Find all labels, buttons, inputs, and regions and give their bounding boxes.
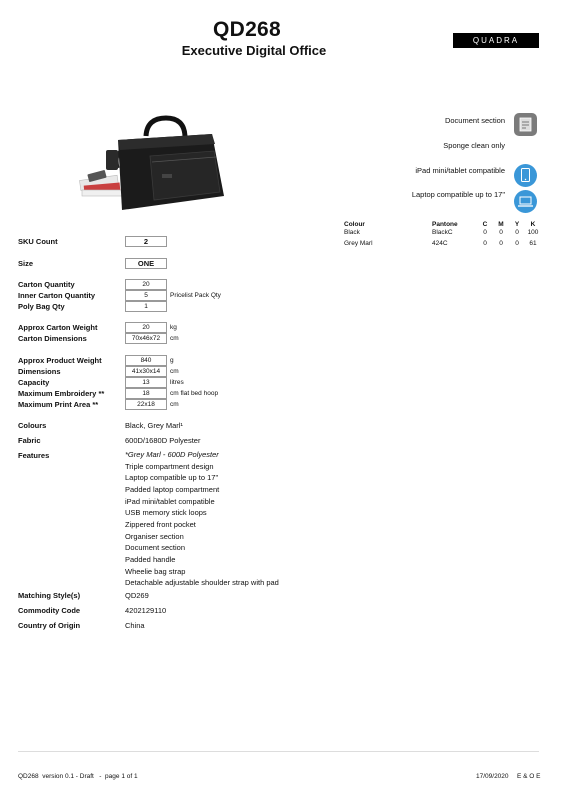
- list-item: Organiser section: [125, 531, 184, 541]
- fabric-label: Fabric: [18, 436, 41, 445]
- country-of-origin-label: Country of Origin: [18, 621, 81, 630]
- carton-dimensions-value: 70x46x72: [125, 333, 167, 344]
- max-print-area-value: 22x18: [125, 399, 167, 410]
- dimensions-label: Dimensions: [18, 367, 61, 376]
- list-item: *Grey Marl - 600D Polyester: [125, 450, 219, 459]
- matching-styles-value: QD269: [125, 591, 149, 600]
- list-item: Padded handle: [125, 554, 176, 564]
- colour-header: Colour: [344, 220, 365, 228]
- pricelist-pack-note: Pricelist Pack Qty: [170, 292, 221, 299]
- commodity-code-value: 4202129110: [125, 606, 167, 615]
- c-cell: 0: [483, 229, 487, 236]
- pantone-cell: BlackC: [432, 229, 453, 236]
- pantone-cell: 424C: [432, 239, 448, 247]
- y-cell: 0: [515, 229, 519, 236]
- dimensions-unit: cm: [170, 368, 179, 375]
- product-image: [78, 106, 228, 216]
- carton-dimensions-unit: cm: [170, 335, 179, 342]
- k-header: K: [530, 220, 536, 228]
- dimensions-value: 41x30x14: [125, 366, 167, 377]
- features-list: [125, 449, 279, 589]
- pantone-header: Pantone: [432, 220, 458, 228]
- list-item: Document section: [125, 543, 186, 553]
- approx-carton-weight-unit: kg: [170, 324, 177, 331]
- feature-label-tablet: iPad mini/tablet compatible: [415, 166, 505, 175]
- approx-carton-weight-value: 20: [125, 322, 167, 333]
- brand-logo: QUADRA: [453, 33, 539, 48]
- approx-carton-weight-label: Approx Carton Weight: [18, 323, 98, 332]
- capacity-value: 13: [125, 377, 167, 388]
- product-code-title: QD268: [212, 18, 282, 41]
- commodity-code-label: Commodity Code: [18, 606, 81, 615]
- sku-count-value: 2: [125, 236, 167, 247]
- list-item: Padded laptop compartment: [125, 484, 220, 494]
- feature-label-document: Document section: [444, 116, 505, 125]
- footer-eoe: E & O E: [517, 773, 541, 780]
- size-value: ONE: [125, 258, 167, 269]
- list-item: iPad mini/tablet compatible: [125, 496, 215, 506]
- colour-pantone-table: [344, 220, 542, 250]
- capacity-label: Capacity: [18, 378, 50, 387]
- table-row: [344, 240, 542, 251]
- approx-product-weight-unit: g: [170, 357, 174, 364]
- carton-dimensions-label: Carton Dimensions: [18, 334, 87, 343]
- m-header: M: [498, 220, 504, 228]
- feature-label-sponge: Sponge clean only: [443, 141, 505, 150]
- approx-product-weight-value: 840: [125, 355, 167, 366]
- list-item: Triple compartment design: [125, 461, 214, 471]
- max-embroidery-unit: cm flat bed hoop: [170, 390, 219, 397]
- colour-cell: Black: [344, 229, 360, 236]
- poly-bag-qty-label: Poly Bag Qty: [18, 302, 65, 311]
- list-item: USB memory stick loops: [125, 508, 207, 518]
- footer-version-text: QD268 version 0.1 - Draft - page 1 of 1: [18, 773, 138, 780]
- capacity-unit: litres: [170, 379, 184, 386]
- footer-date: 17/09/2020: [476, 773, 509, 780]
- table-row: [344, 229, 542, 240]
- inner-carton-quantity-label: Inner Carton Quantity: [18, 291, 96, 300]
- colours-label: Colours: [18, 421, 47, 430]
- feature-label-laptop: Laptop compatible up to 17": [411, 190, 505, 199]
- colours-value: Black, Grey Marl¹: [125, 421, 183, 430]
- size-label: Size: [18, 259, 34, 268]
- sku-count-label: SKU Count: [18, 237, 58, 246]
- laptop-icon: [514, 190, 537, 213]
- list-item: Detachable adjustable shoulder strap with pad: [125, 578, 279, 588]
- max-embroidery-value: 18: [125, 388, 167, 399]
- max-print-area-unit: cm: [170, 401, 179, 408]
- fabric-value: 600D/1680D Polyester: [125, 436, 201, 445]
- y-header: Y: [514, 220, 520, 228]
- country-of-origin-value: China: [125, 621, 145, 630]
- y-cell: 0: [515, 239, 519, 247]
- tablet-icon: [514, 164, 537, 187]
- carton-quantity-label: Carton Quantity: [18, 280, 75, 289]
- carton-quantity-value: 20: [125, 279, 167, 290]
- c-header: C: [482, 220, 488, 228]
- k-cell: 100: [527, 229, 539, 236]
- list-item: Laptop compatible up to 17": [125, 473, 219, 483]
- product-name-subtitle: Executive Digital Office: [181, 43, 327, 58]
- approx-product-weight-label: Approx Product Weight: [18, 356, 102, 365]
- footer-divider: [18, 751, 539, 752]
- document-section-icon: [514, 113, 537, 136]
- m-cell: 0: [499, 239, 503, 247]
- max-print-area-label: Maximum Print Area **: [18, 400, 99, 409]
- inner-carton-quantity-value: 5: [125, 290, 167, 301]
- max-embroidery-label: Maximum Embroidery **: [18, 389, 105, 398]
- c-cell: 0: [483, 239, 487, 247]
- matching-styles-label: Matching Style(s): [18, 591, 81, 600]
- list-item: Wheelie bag strap: [125, 566, 186, 576]
- colour-table-header: [344, 220, 542, 229]
- k-cell: 61: [529, 239, 537, 247]
- colour-cell: Grey Marl: [344, 239, 373, 247]
- features-label: Features: [18, 451, 50, 460]
- list-item: Zippered front pocket: [125, 519, 196, 529]
- m-cell: 0: [499, 229, 503, 236]
- poly-bag-qty-value: 1: [125, 301, 167, 312]
